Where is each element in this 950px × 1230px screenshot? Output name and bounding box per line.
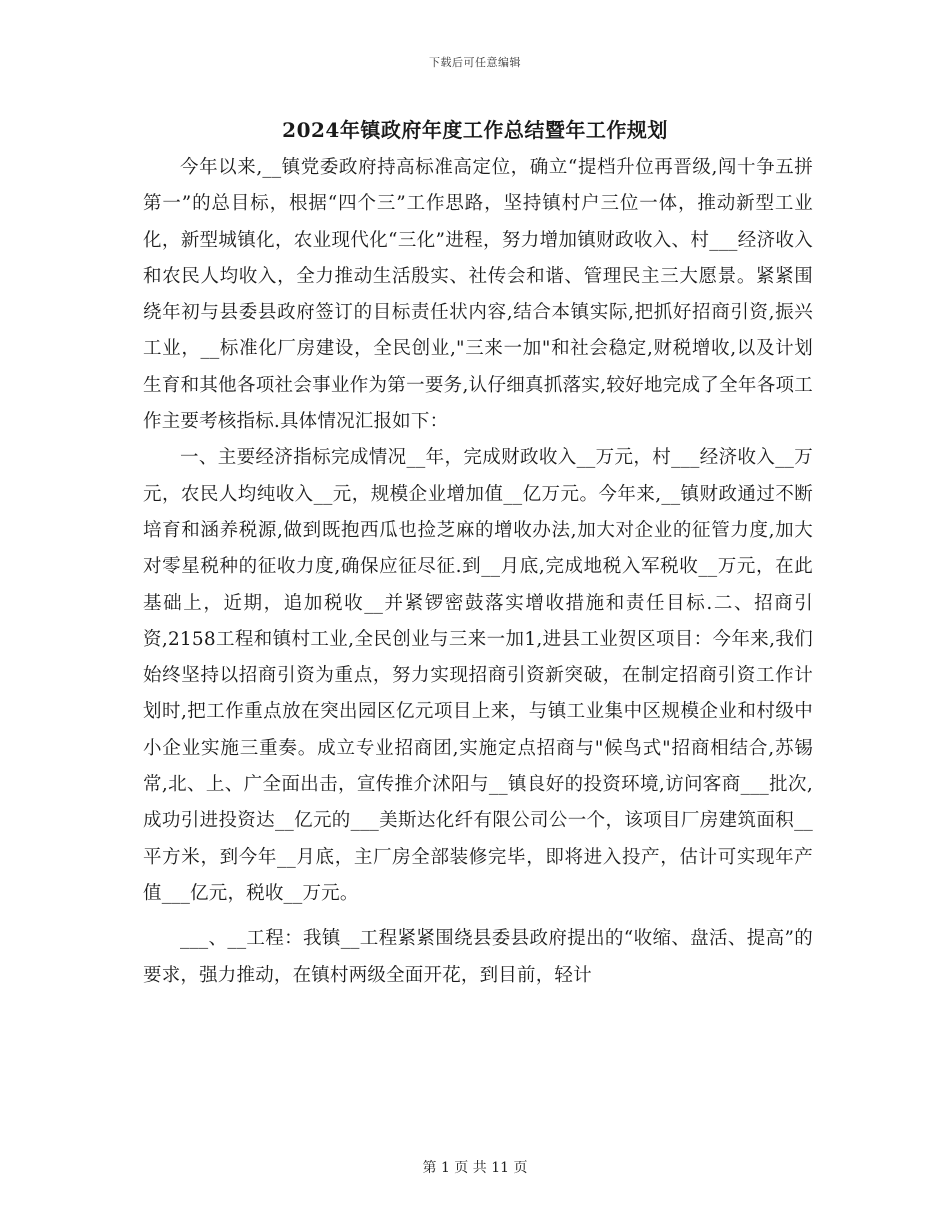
paragraph-project: ___、__工程：我镇__工程紧紧围绕县委县政府提出的“收缩、盘活、提高”的要求，强力推动，在镇村两级全面开花，到目前，轻计	[143, 928, 813, 986]
page-number: 第 1 页 共 11 页	[422, 1160, 528, 1176]
paragraph-intro: 今年以来,__镇党委政府持高标准高定位，确立“提档升位再晋级,闯十争五拼第一”的总目标，根据“四个三”工作思路，坚持镇村户三位一体，推动新型工业化，新型城镇化，农业现代化“三化”进程，努力增加镇财政收入、村___经济收入和农民人均收入，全力推动生活殷实、社传会和谐、管理民主三大愿景。紧紧围绕年初与县委县政府签订的目标责任状内容,结合本镇实际,把抓好招商引资,振兴工业，__标准化厂房建设，全民创业,"三来一加"和社会稳定,财税增收,以及计划生育和其他各项社会事业作为第一要务,认仔细真抓落实,较好地完成了全年各项工作主要考核指标.具体情况汇报如下：	[143, 157, 813, 433]
document-title: 2024年镇政府年度工作总结暨年工作规划	[282, 118, 668, 142]
document-body	[143, 150, 813, 994]
page-header-note: 下载后可任意编辑	[429, 56, 521, 69]
paragraph-economic-indicators: 一、主要经济指标完成情况__年，完成财政收入__万元，村___经济收入__万元，农民人均纯收入__元，规模企业增加值__亿万元。今年来,__镇财政通过不断培育和涵养税源,做到既抱西瓜也捡芝麻的增收办法,加大对企业的征管力度,加大对零星税种的征收力度,确保应征尽征.到__月底,完成地税入军税收__万元，在此基础上，近期，追加税收__并紧锣密鼓落实增收措施和责任目标.二、招商引资,2158工程和镇村工业,全民创业与三来一加1,进县工业贺区项目：今年来,我们始终坚持以招商引资为重点，努力实现招商引资新突破，在制定招商引资工作计划时,把工作重点放在突出园区亿元项目上来，与镇工业集中区规模企业和村级中小企业实施三重奏。成立专业招商团,实施定点招商与"候鸟式"招商相结合,苏锡常,北、上、广全面出击，宣传推介沭阳与__镇良好的投资环境,访问客商___批次,成功引进投资达__亿元的___美斯达化纤有限公司公一个，该项目厂房建筑面积__平方米，到今年__月底，主厂房全部装修完毕，即将进入投产，估计可实现年产值___亿元，税收__万元。	[143, 447, 813, 904]
